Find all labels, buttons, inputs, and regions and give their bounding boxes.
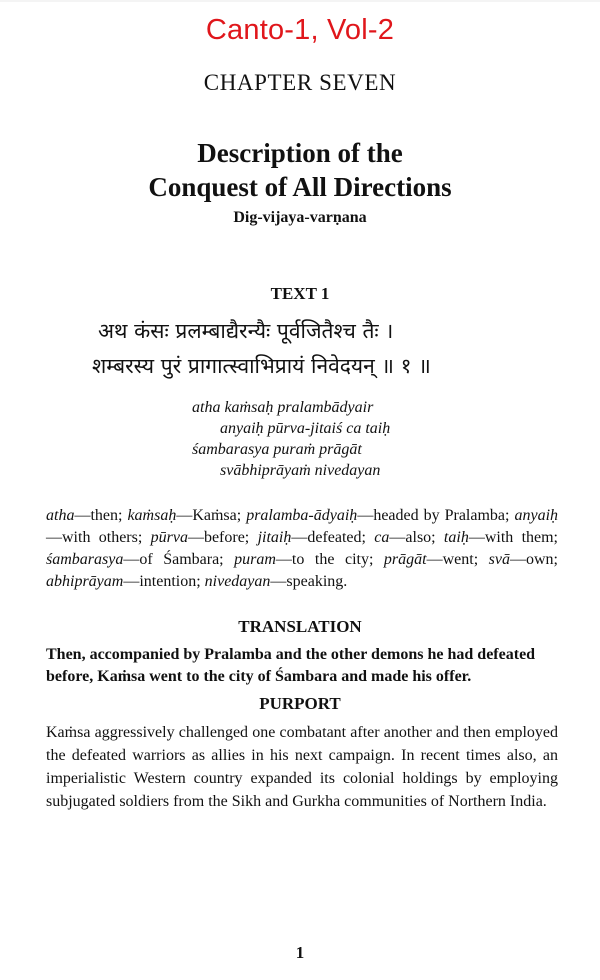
verse-line-3: śambarasya puraṁ prāgāt — [192, 441, 362, 458]
purport-body: Kaṁsa aggressively challenged one combatant after another and then employed the defeated warriors as allies in his next campaign. In recent times also, an imperialistic Western country expanded its colonial holdings by employing subjugated soldiers from the Sikh and Gurkha communities of Northern India. — [46, 724, 558, 810]
transliteration-verse — [192, 397, 390, 481]
chapter-title — [0, 136, 600, 204]
translation-body: Then, accompanied by Pralamba and the other demons he had defeated before, Kaṁsa went to the city of Śambara and made his offer. — [46, 646, 536, 685]
synonym-meaning: —intention; — [123, 573, 205, 590]
synonym-word: ca — [374, 529, 390, 546]
synonym-meaning: —with them; — [468, 529, 559, 546]
synonym-word: svā — [488, 551, 510, 568]
text-number-label: TEXT 1 — [270, 284, 330, 303]
synonym-meaning: —also; — [389, 529, 444, 546]
synonym-word: anyaiḥ — [514, 507, 559, 524]
chapter-heading: CHAPTER SEVEN — [203, 70, 397, 95]
synonym-word: nivedayan — [204, 573, 271, 590]
synonym-meaning: —to the city; — [275, 551, 384, 568]
synonym-word: pralamba-ādyaiḥ — [246, 507, 358, 524]
synonym-meaning: —own; — [510, 551, 558, 568]
canto-volume-label: Canto-1, Vol-2 — [205, 14, 395, 46]
chapter-subtitle: Dig-vijaya-varṇana — [233, 209, 367, 226]
synonym-word: jitaiḥ — [257, 529, 292, 546]
synonym-word: atha — [46, 507, 75, 524]
synonym-meaning: —went; — [426, 551, 489, 568]
page-number: 1 — [295, 943, 305, 962]
synonym-word: pūrva — [150, 529, 188, 546]
synonym-word: abhiprāyam — [46, 573, 124, 590]
chapter-title-line-2: Conquest of All Directions — [148, 172, 452, 202]
synonym-meaning: —defeated; — [291, 529, 375, 546]
verse-line-1: atha kaṁsaḥ pralambādyair — [192, 399, 374, 416]
synonym-meaning: —Kaṁsa; — [176, 507, 247, 524]
chapter-title-line-1: Description of the — [197, 138, 403, 168]
synonym-word: śambarasya — [46, 551, 124, 568]
synonym-meaning: —speaking. — [270, 573, 348, 590]
synonym-word: taiḥ — [443, 529, 469, 546]
synonym-meaning: —then; — [74, 507, 128, 524]
sanskrit-line-1: अथ कंसः प्रलम्बाद्यैरन्यैः पूर्वजितैश्च तैः । — [98, 319, 394, 343]
synonym-meaning: —with others; — [46, 529, 151, 546]
synonym-word: puram — [234, 551, 276, 568]
word-for-word-synonyms — [46, 505, 558, 593]
top-edge — [0, 0, 600, 2]
translation-heading: TRANSLATION — [238, 617, 362, 636]
synonym-meaning: —of Śambara; — [123, 551, 235, 568]
synonym-word: prāgāt — [383, 551, 427, 568]
synonym-meaning: —before; — [187, 529, 258, 546]
sanskrit-line-2: शम्बरस्य पुरं प्रागात्स्वाभिप्रायं निवेदयन् ॥ १ ॥ — [92, 354, 431, 378]
synonym-word: kaṁsaḥ — [127, 507, 177, 524]
synonym-meaning: —headed by Pralamba; — [357, 507, 515, 524]
verse-line-4: svābhiprāyaṁ nivedayan — [220, 462, 381, 479]
verse-line-2: anyaiḥ pūrva-jitaiś ca taiḥ — [220, 420, 391, 437]
purport-heading: PURPORT — [259, 694, 341, 713]
